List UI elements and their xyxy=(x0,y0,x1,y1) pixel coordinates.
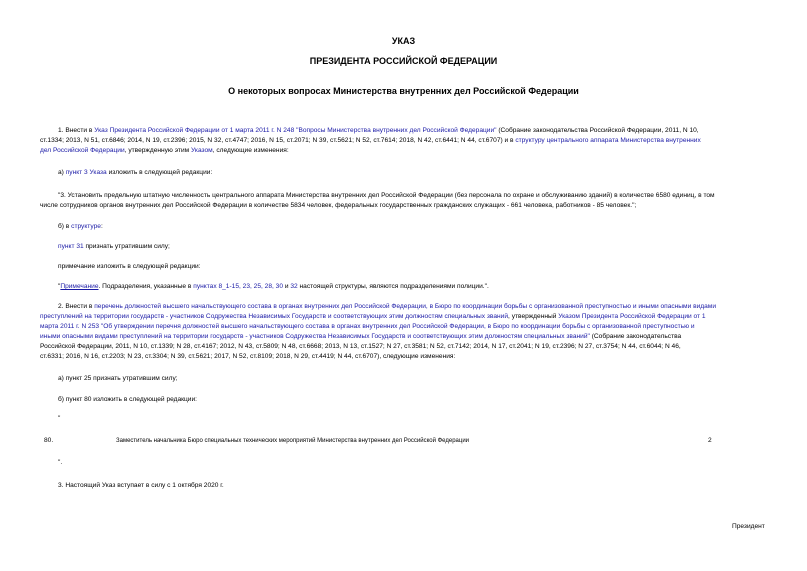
paragraph-2-line-3 xyxy=(40,322,695,332)
text: , утвержденную этим xyxy=(124,147,192,154)
paragraph-2-line-6: ст.6331; 2016, N 16, ст.2203; N 23, ст.3304; N 39, ст.5621; 2017, N 52, ст.8109; 2018, N 29, ст.4419; N 44, ст.6707), следующие изменения: xyxy=(40,353,456,360)
paragraph-3: 3. Настоящий Указ вступает в силу с 1 октября 2020 г. xyxy=(58,482,224,489)
text: (Собрание законодательства xyxy=(589,333,682,340)
point-31-line xyxy=(58,242,170,252)
paragraph-1-line-3 xyxy=(40,146,289,156)
text: а) xyxy=(58,169,66,176)
decree-253-link[interactable]: Указом Президента Российской Федерации от 1 xyxy=(558,313,706,320)
text: 1. Внести в xyxy=(58,127,95,134)
structure-link-2[interactable]: структуре xyxy=(71,223,101,230)
paragraph-1-line-2 xyxy=(40,136,701,146)
text: , следующие изменения: xyxy=(212,147,289,154)
point-3-link[interactable]: пункт 3 Указа xyxy=(65,169,107,176)
note-link[interactable]: Примечание xyxy=(60,283,99,290)
text: и xyxy=(283,283,291,290)
text: ст.1334; 2013, N 51, ст.6846; 2014, N 19, ст.2396; 2015, N 32, ст.4747; 2016, N 15, ст.2071; N 39, ст.5621; N 52, ст.7614; 2018, N 42, ст.6441; N 44, ст.6707) и в xyxy=(40,137,516,144)
text: настоящей структуры, являются подразделениями полиции.". xyxy=(297,283,489,290)
text: признать утратившим силу; xyxy=(83,243,170,250)
text: изложить в следующей редакции: xyxy=(106,169,213,176)
points-link[interactable]: пунктах 8_1-15, 23, 25, 28, 30 xyxy=(193,283,283,290)
paragraph-2-line-4 xyxy=(40,332,681,342)
text: б) в xyxy=(58,223,72,230)
decree-253-link-cont[interactable]: марта 2011 г. N 253 "Об утверждении перечня должностей высшего начальствующего состава в органах внутренних дел Российской Федерации, в Бюро по координации борьбы с организованной преступностью и xyxy=(40,323,695,330)
paragraph-2-line-5: Российской Федерации, 2011, N 10, ст.1339; N 28, ст.4167; 2012, N 43, ст.5809; N 48, ст.6668; 2013, N 13, ст.1527; N 27, ст.3581; N 52, ст.7142; 2014, N 17, ст.2041; N 19, ст.2396; N 27, ст.3754; N 44, ст.6044; N 46, xyxy=(40,343,681,350)
paragraph-1-line-1 xyxy=(58,126,699,136)
quote-open: " xyxy=(58,415,61,422)
decree-subtitle: О некоторых вопросах Министерства внутренних дел Российской Федерации xyxy=(228,86,579,96)
row-80-rank: 2 xyxy=(708,437,712,444)
item-a xyxy=(58,168,212,178)
text: (Собрание законодательства Российской Федерации, 2011, N 10, xyxy=(496,127,699,134)
quote-point-3-line-1: "3. Установить предельную штатную численность центрального аппарата Министерства внутренних дел Российской Федерации (без персонала по охране и обслуживанию зданий) в количестве 6580 единиц, в том xyxy=(58,192,715,199)
decree-253-link-cont-2[interactable]: иными опасными видами преступлений на территории государств - участников Содружества Независимых Государств и соответствующих этим должностям специальных званий" xyxy=(40,333,590,340)
quote-close: ". xyxy=(58,459,63,466)
text: " xyxy=(58,283,61,290)
text: , утвержденный xyxy=(508,313,559,320)
row-80-position: Заместитель начальника Бюро специальных технических мероприятий Министерства внутренних дел Российской Федерации xyxy=(116,438,470,444)
decree-link[interactable]: Указом xyxy=(191,147,213,154)
text: 2. Внести в xyxy=(58,303,95,310)
decree-248-link[interactable]: Указ Президента Российской Федерации от 1 марта 2011 г. N 248 "Вопросы Министерства внутренних дел Российской Федерации" xyxy=(94,127,497,134)
positions-list-link[interactable]: перечень должностей высшего начальствующего состава в органах внутренних дел Российской Федерации, в Бюро по координации борьбы с организованной преступностью и иными опасными видами xyxy=(94,303,717,310)
item-2a: а) пункт 25 признать утратившим силу; xyxy=(58,375,178,382)
item-b xyxy=(58,222,103,232)
point-31-link[interactable]: пункт 31 xyxy=(58,243,84,250)
point-32-link[interactable]: 32 xyxy=(290,283,298,290)
text: . Подразделения, указанные в xyxy=(98,283,194,290)
note-text xyxy=(58,282,489,292)
paragraph-2-line-1 xyxy=(58,302,716,312)
paragraph-2-line-2 xyxy=(40,312,706,322)
decree-issuer: ПРЕЗИДЕНТА РОССИЙСКОЙ ФЕДЕРАЦИИ xyxy=(309,56,498,66)
structure-link[interactable]: структуру центрального аппарата Министерства внутренних xyxy=(515,137,701,144)
structure-link-cont[interactable]: дел Российской Федерации xyxy=(40,147,125,154)
text: : xyxy=(100,223,103,230)
positions-list-link-cont[interactable]: преступлений на территории государств - участников Содружества Независимых Государств и соответствующих этим должностям специальных званий xyxy=(40,313,509,320)
signature: Президент xyxy=(732,523,765,530)
decree-title: УКАЗ xyxy=(391,36,416,46)
quote-point-3-line-2: числе сотрудников органов внутренних дел Российской Федерации в количестве 5834 человек, федеральных государственных гражданских служащих - 661 человека, работников - 85 человек."; xyxy=(40,202,637,209)
item-2b: б) пункт 80 изложить в следующей редакции: xyxy=(58,396,198,403)
note-intro: примечание изложить в следующей редакции: xyxy=(58,263,201,270)
row-80-number: 80. xyxy=(44,437,54,444)
